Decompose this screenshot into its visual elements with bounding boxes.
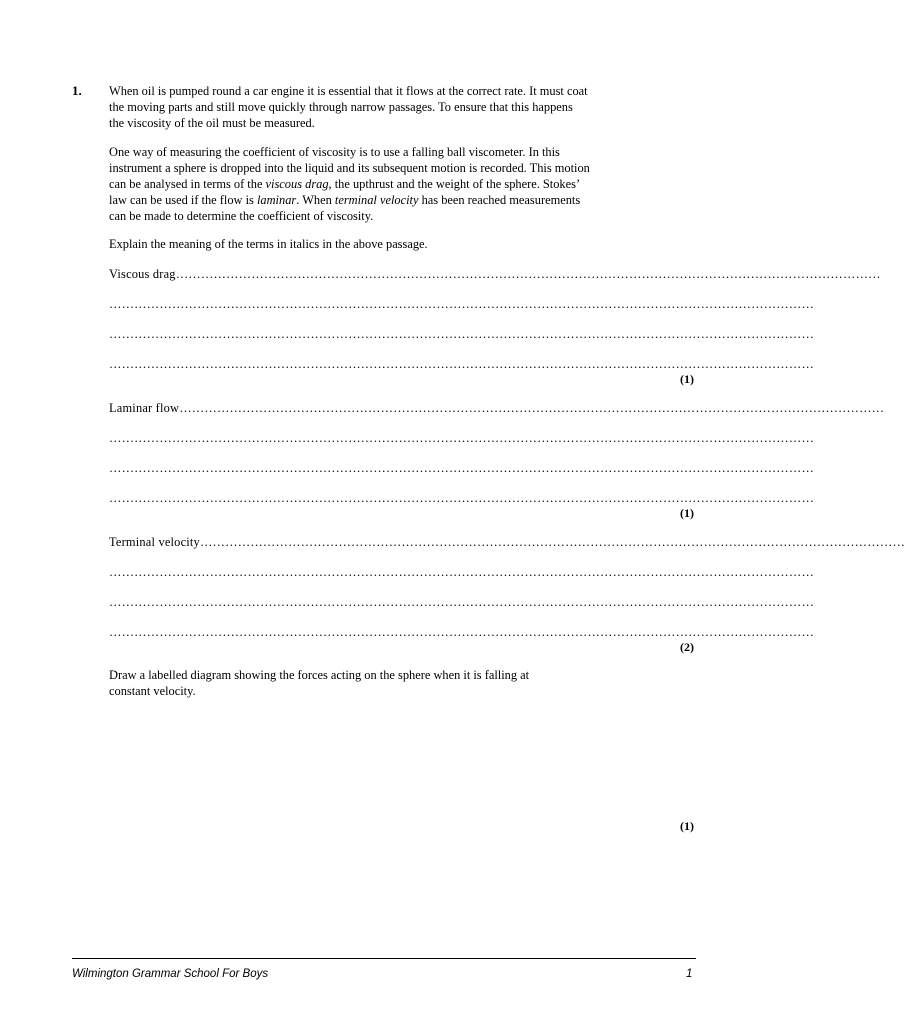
passage-text: , the upthrust and the weight of the sphere. Stokes’ xyxy=(328,177,581,191)
passage-text: has been reached measurements xyxy=(418,193,581,207)
instruction: Explain the meaning of the terms in italics in the above passage. xyxy=(109,237,428,251)
diagram-prompt-line-1: Draw a labelled diagram showing the forces acting on the sphere when it is falling at xyxy=(109,668,530,682)
passage-text: law can be used if the flow is xyxy=(109,193,257,207)
italic-term-laminar: laminar xyxy=(256,193,297,207)
answer-line[interactable]: …………………………………………………………………………………………………………………………………………………… xyxy=(109,565,815,579)
passage-line-3 xyxy=(109,176,669,192)
answer-line-laminar-flow-1[interactable] xyxy=(109,400,885,416)
answer-line[interactable]: …………………………………………………………………………………………………………………………………………………… xyxy=(109,357,815,371)
diagram-answer-area[interactable] xyxy=(109,705,659,815)
passage-line-1: One way of measuring the coefficient of viscosity is to use a falling ball viscometer. In this xyxy=(109,145,560,159)
answer-line[interactable]: …………………………………………………………………………………………………………………………………………………… xyxy=(109,327,815,341)
marks-label: (1) xyxy=(680,506,694,520)
passage-text: can be analysed in terms of the xyxy=(109,177,266,191)
answer-line[interactable]: …………………………………………………………………………………………………………………………………………………… xyxy=(109,431,815,445)
italic-term-terminal-velocity: terminal velocity xyxy=(334,193,419,207)
passage-text: . When xyxy=(296,193,335,207)
marks-label: (1) xyxy=(680,819,694,833)
marks-label: (1) xyxy=(680,372,694,386)
passage-line-5: can be made to determine the coefficient of viscosity. xyxy=(109,209,374,223)
dotted-line: …………………………………………………………………………………………………………………………………………………… xyxy=(175,267,881,281)
question-number: 1. xyxy=(72,83,82,98)
footer-divider xyxy=(72,958,696,959)
answer-line[interactable]: …………………………………………………………………………………………………………………………………………………… xyxy=(109,491,815,505)
passage-line-2: instrument a sphere is dropped into the liquid and its subsequent motion is recorded. This motion xyxy=(109,161,590,175)
dotted-line: …………………………………………………………………………………………………………………………………………………… xyxy=(199,535,905,549)
answer-line[interactable]: …………………………………………………………………………………………………………………………………………………… xyxy=(109,625,815,639)
marks-label: (2) xyxy=(680,640,694,654)
term-label: Laminar flow xyxy=(109,401,180,415)
diagram-prompt-line-2: constant velocity. xyxy=(109,684,196,698)
answer-line-viscous-drag-1[interactable] xyxy=(109,266,881,282)
intro-line-1: When oil is pumped round a car engine it is essential that it flows at the correct rate. It must coat xyxy=(109,84,588,98)
answer-line-terminal-velocity-1[interactable] xyxy=(109,534,905,550)
term-label: Terminal velocity xyxy=(109,535,200,549)
answer-line[interactable]: …………………………………………………………………………………………………………………………………………………… xyxy=(109,297,815,311)
italic-term-viscous-drag: viscous drag xyxy=(265,177,329,191)
term-label: Viscous drag xyxy=(109,267,176,281)
intro-line-2: the moving parts and still move quickly through narrow passages. To ensure that this happens xyxy=(109,100,573,114)
footer-page-number: 1 xyxy=(686,968,693,980)
answer-line[interactable]: …………………………………………………………………………………………………………………………………………………… xyxy=(109,461,815,475)
footer-school-name: Wilmington Grammar School For Boys xyxy=(72,968,269,980)
answer-line[interactable]: …………………………………………………………………………………………………………………………………………………… xyxy=(109,595,815,609)
passage-line-4 xyxy=(109,192,669,208)
dotted-line: …………………………………………………………………………………………………………………………………………………… xyxy=(179,401,885,415)
intro-line-3: the viscosity of the oil must be measured. xyxy=(109,116,315,130)
